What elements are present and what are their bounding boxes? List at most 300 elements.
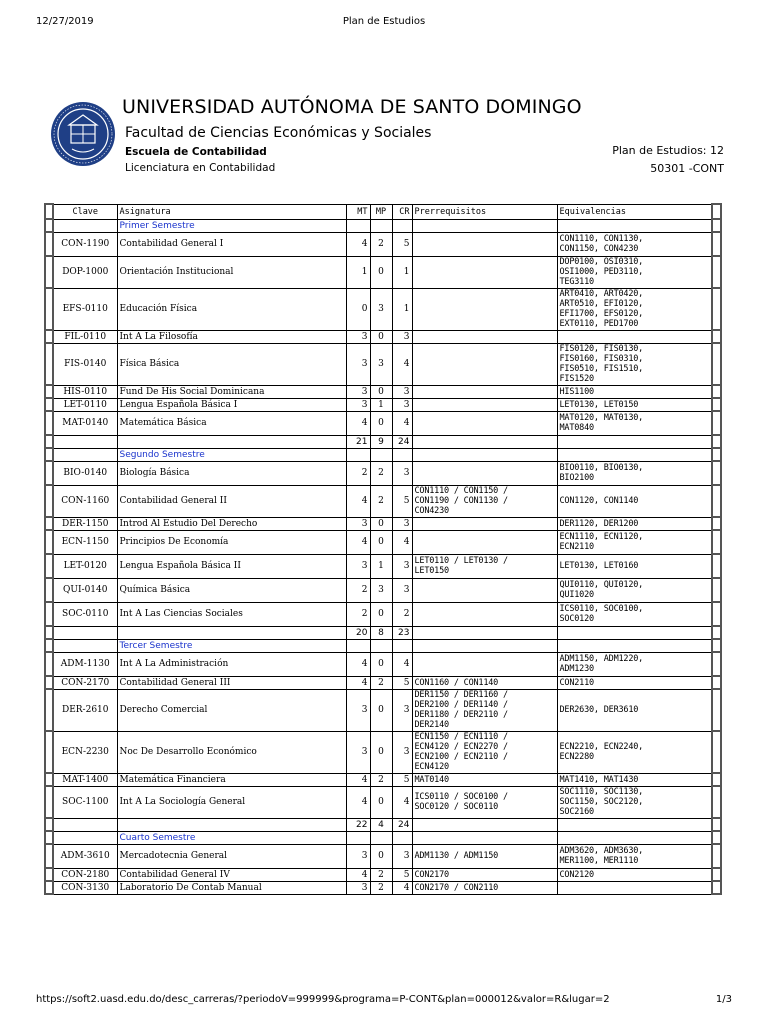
empty-cell	[557, 831, 712, 844]
row-marker	[45, 689, 53, 731]
col-header-cr: CR	[392, 204, 412, 219]
program-code: 50301 -CONT	[650, 162, 724, 175]
course-row	[45, 485, 721, 517]
course-name: Int A La Sociología General	[117, 786, 346, 818]
course-name: Fund De His Social Dominicana	[117, 385, 346, 398]
row-marker	[712, 602, 721, 626]
course-name: Lengua Española Básica I	[117, 398, 346, 411]
course-prerequisites: DER1150 / DER1160 / DER2100 / DER1140 / DER1180 / DER2110 / DER2140	[412, 689, 557, 731]
empty-cell	[53, 626, 117, 639]
course-cr: 5	[392, 868, 412, 881]
course-equivalences: HIS1100	[557, 385, 712, 398]
row-marker	[45, 435, 53, 448]
empty-cell	[53, 219, 117, 232]
course-prerequisites	[412, 461, 557, 485]
row-marker	[45, 530, 53, 554]
course-mp: 0	[370, 411, 392, 435]
total-cr: 24	[392, 435, 412, 448]
print-title: Plan de Estudios	[342, 16, 426, 27]
row-marker	[45, 398, 53, 411]
row-marker	[712, 232, 721, 256]
course-equivalences	[557, 881, 712, 894]
course-name: Derecho Comercial	[117, 689, 346, 731]
course-equivalences: ICS0110, SOC0100, SOC0120	[557, 602, 712, 626]
row-marker	[712, 868, 721, 881]
plan-label: Plan de Estudios: 12	[612, 144, 724, 157]
course-row	[45, 517, 721, 530]
empty-cell	[557, 626, 712, 639]
course-code: ADM-1130	[53, 652, 117, 676]
course-mp: 2	[370, 461, 392, 485]
course-row	[45, 232, 721, 256]
semester-totals-row	[45, 626, 721, 639]
row-marker	[45, 288, 53, 330]
course-equivalences: LET0130, LET0160	[557, 554, 712, 578]
course-equivalences: FIS0120, FIS0130, FIS0160, FIS0310, FIS0510, FIS1510, FIS1520	[557, 343, 712, 385]
col-header-asignatura: Asignatura	[117, 204, 346, 219]
row-marker	[712, 818, 721, 831]
row-marker	[45, 485, 53, 517]
course-row	[45, 602, 721, 626]
course-name: Contabilidad General IV	[117, 868, 346, 881]
course-name: Noc De Desarrollo Económico	[117, 731, 346, 773]
course-mp: 0	[370, 530, 392, 554]
course-row	[45, 868, 721, 881]
course-equivalences: ART0410, ART0420, ART0510, EFI0120, EFI1700, EFS0120, EXT0110, PED1700	[557, 288, 712, 330]
semester-row	[45, 831, 721, 844]
semester-totals-row	[45, 818, 721, 831]
row-marker	[712, 461, 721, 485]
course-prerequisites	[412, 398, 557, 411]
course-prerequisites	[412, 385, 557, 398]
row-marker	[45, 786, 53, 818]
row-marker	[45, 639, 53, 652]
course-code: ECN-2230	[53, 731, 117, 773]
course-mt: 4	[346, 786, 370, 818]
course-mt: 4	[346, 773, 370, 786]
empty-cell	[412, 639, 557, 652]
course-name: Contabilidad General III	[117, 676, 346, 689]
empty-cell	[412, 626, 557, 639]
faculty-name: Facultad de Ciencias Económicas y Sociales	[125, 125, 432, 141]
course-equivalences: CON1110, CON1130, CON1150, CON4230	[557, 232, 712, 256]
total-mp: 9	[370, 435, 392, 448]
print-date: 12/27/2019	[36, 16, 94, 27]
empty-cell	[412, 448, 557, 461]
course-mp: 2	[370, 773, 392, 786]
course-row	[45, 385, 721, 398]
total-mp: 4	[370, 818, 392, 831]
course-code: CON-2170	[53, 676, 117, 689]
total-cr: 24	[392, 818, 412, 831]
course-cr: 4	[392, 881, 412, 894]
course-row	[45, 578, 721, 602]
row-marker	[45, 554, 53, 578]
course-equivalences: MAT0120, MAT0130, MAT0840	[557, 411, 712, 435]
study-plan-table	[44, 203, 722, 895]
semester-title: Segundo Semestre	[117, 448, 346, 461]
row-marker	[712, 385, 721, 398]
empty-cell	[412, 831, 557, 844]
course-mp: 0	[370, 689, 392, 731]
course-prerequisites	[412, 652, 557, 676]
course-prerequisites	[412, 578, 557, 602]
empty-cell	[346, 448, 370, 461]
course-mt: 3	[346, 844, 370, 868]
course-prerequisites	[412, 330, 557, 343]
row-marker	[712, 219, 721, 232]
course-cr: 1	[392, 256, 412, 288]
row-marker	[45, 844, 53, 868]
empty-cell	[370, 219, 392, 232]
course-cr: 3	[392, 398, 412, 411]
course-mt: 3	[346, 385, 370, 398]
course-mp: 2	[370, 676, 392, 689]
semester-row	[45, 448, 721, 461]
course-cr: 4	[392, 652, 412, 676]
semester-title: Cuarto Semestre	[117, 831, 346, 844]
row-marker	[712, 731, 721, 773]
course-row	[45, 256, 721, 288]
row-marker	[45, 868, 53, 881]
course-mt: 0	[346, 288, 370, 330]
empty-cell	[370, 448, 392, 461]
row-marker	[712, 204, 721, 219]
empty-cell	[392, 639, 412, 652]
course-code: LET-0110	[53, 398, 117, 411]
course-prerequisites	[412, 517, 557, 530]
row-marker	[45, 626, 53, 639]
course-row	[45, 411, 721, 435]
course-cr: 5	[392, 773, 412, 786]
course-mp: 0	[370, 844, 392, 868]
course-prerequisites	[412, 288, 557, 330]
course-cr: 3	[392, 844, 412, 868]
empty-cell	[392, 448, 412, 461]
course-row	[45, 530, 721, 554]
course-name: Introd Al Estudio Del Derecho	[117, 517, 346, 530]
row-marker	[712, 578, 721, 602]
course-mp: 1	[370, 554, 392, 578]
empty-cell	[557, 435, 712, 448]
row-marker	[712, 881, 721, 894]
row-marker	[45, 881, 53, 894]
course-code: SOC-0110	[53, 602, 117, 626]
course-mp: 0	[370, 602, 392, 626]
course-prerequisites: CON2170	[412, 868, 557, 881]
row-marker	[45, 773, 53, 786]
course-cr: 1	[392, 288, 412, 330]
course-equivalences: ECN2210, ECN2240, ECN2280	[557, 731, 712, 773]
print-header	[0, 16, 768, 30]
row-marker	[45, 204, 53, 219]
course-name: Contabilidad General I	[117, 232, 346, 256]
semester-row	[45, 219, 721, 232]
empty-cell	[53, 448, 117, 461]
course-cr: 4	[392, 411, 412, 435]
course-mp: 2	[370, 868, 392, 881]
course-cr: 3	[392, 731, 412, 773]
course-equivalences: DER2630, DER3610	[557, 689, 712, 731]
course-prerequisites: CON2170 / CON2110	[412, 881, 557, 894]
course-equivalences: DER1120, DER1200	[557, 517, 712, 530]
course-cr: 3	[392, 689, 412, 731]
course-mt: 3	[346, 554, 370, 578]
course-prerequisites: CON1160 / CON1140	[412, 676, 557, 689]
empty-cell	[117, 818, 346, 831]
course-mt: 4	[346, 652, 370, 676]
course-equivalences: LET0130, LET0150	[557, 398, 712, 411]
course-cr: 3	[392, 461, 412, 485]
course-cr: 5	[392, 676, 412, 689]
empty-cell	[412, 219, 557, 232]
course-row	[45, 881, 721, 894]
empty-cell	[370, 639, 392, 652]
col-header-clave: Clave	[53, 204, 117, 219]
course-mt: 4	[346, 676, 370, 689]
course-cr: 2	[392, 602, 412, 626]
course-mt: 4	[346, 232, 370, 256]
col-header-mp: MP	[370, 204, 392, 219]
course-prerequisites: MAT0140	[412, 773, 557, 786]
course-row	[45, 844, 721, 868]
row-marker	[712, 411, 721, 435]
course-prerequisites	[412, 530, 557, 554]
course-row	[45, 689, 721, 731]
course-cr: 3	[392, 554, 412, 578]
course-name: Laboratorio De Contab Manual	[117, 881, 346, 894]
row-marker	[45, 602, 53, 626]
course-name: Orientación Institucional	[117, 256, 346, 288]
course-cr: 3	[392, 517, 412, 530]
course-equivalences	[557, 330, 712, 343]
course-code: ECN-1150	[53, 530, 117, 554]
course-cr: 4	[392, 530, 412, 554]
course-prerequisites: CON1110 / CON1150 / CON1190 / CON1130 / CON4230	[412, 485, 557, 517]
course-cr: 5	[392, 232, 412, 256]
course-prerequisites	[412, 602, 557, 626]
course-equivalences: CON2120	[557, 868, 712, 881]
col-header-prerrequisitos: Prerrequisitos	[412, 204, 557, 219]
row-marker	[712, 773, 721, 786]
row-marker	[712, 626, 721, 639]
course-equivalences: QUI0110, QUI0120, QUI1020	[557, 578, 712, 602]
row-marker	[712, 517, 721, 530]
row-marker	[712, 530, 721, 554]
course-row	[45, 652, 721, 676]
course-code: DER-1150	[53, 517, 117, 530]
total-cr: 23	[392, 626, 412, 639]
course-prerequisites	[412, 411, 557, 435]
course-equivalences: ADM3620, ADM3630, MER1100, MER1110	[557, 844, 712, 868]
course-prerequisites: ADM1130 / ADM1150	[412, 844, 557, 868]
course-mt: 4	[346, 868, 370, 881]
course-mp: 3	[370, 288, 392, 330]
course-equivalences: SOC1110, SOC1130, SOC1150, SOC2120, SOC2160	[557, 786, 712, 818]
row-marker	[712, 485, 721, 517]
course-equivalences: MAT1410, MAT1430	[557, 773, 712, 786]
row-marker	[712, 256, 721, 288]
semester-title: Primer Semestre	[117, 219, 346, 232]
course-code: MAT-1400	[53, 773, 117, 786]
course-mt: 3	[346, 881, 370, 894]
row-marker	[712, 343, 721, 385]
course-mp: 0	[370, 786, 392, 818]
semester-row	[45, 639, 721, 652]
row-marker	[45, 578, 53, 602]
row-marker	[712, 831, 721, 844]
empty-cell	[392, 219, 412, 232]
col-header-equivalencias: Equivalencias	[557, 204, 712, 219]
row-marker	[712, 435, 721, 448]
row-marker	[712, 689, 721, 731]
course-row	[45, 288, 721, 330]
course-prerequisites	[412, 343, 557, 385]
course-code: BIO-0140	[53, 461, 117, 485]
course-code: FIS-0140	[53, 343, 117, 385]
course-code: EFS-0110	[53, 288, 117, 330]
empty-cell	[370, 831, 392, 844]
course-code: CON-1190	[53, 232, 117, 256]
empty-cell	[346, 639, 370, 652]
course-mt: 3	[346, 330, 370, 343]
course-row	[45, 461, 721, 485]
course-row	[45, 786, 721, 818]
course-prerequisites: ECN1150 / ECN1110 / ECN4120 / ECN2270 / ECN2100 / ECN2110 / ECN4120	[412, 731, 557, 773]
program-name: Licenciatura en Contabilidad	[125, 162, 276, 174]
course-name: Química Básica	[117, 578, 346, 602]
course-equivalences: CON1120, CON1140	[557, 485, 712, 517]
course-mt: 2	[346, 461, 370, 485]
course-name: Matemática Básica	[117, 411, 346, 435]
course-row	[45, 773, 721, 786]
course-name: Educación Física	[117, 288, 346, 330]
table-body	[45, 204, 721, 894]
row-marker	[45, 517, 53, 530]
course-code: DOP-1000	[53, 256, 117, 288]
course-mt: 2	[346, 602, 370, 626]
empty-cell	[392, 831, 412, 844]
empty-cell	[117, 626, 346, 639]
course-name: Principios De Economía	[117, 530, 346, 554]
course-code: DER-2610	[53, 689, 117, 731]
course-name: Física Básica	[117, 343, 346, 385]
course-cr: 3	[392, 578, 412, 602]
course-mp: 0	[370, 256, 392, 288]
empty-cell	[53, 639, 117, 652]
course-equivalences: DOP0100, OSI0310, OSI1000, PED3110, TEG3110	[557, 256, 712, 288]
empty-cell	[412, 435, 557, 448]
course-row	[45, 330, 721, 343]
total-mt: 22	[346, 818, 370, 831]
empty-cell	[557, 818, 712, 831]
course-mp: 0	[370, 385, 392, 398]
course-mp: 0	[370, 330, 392, 343]
course-code: LET-0120	[53, 554, 117, 578]
total-mt: 21	[346, 435, 370, 448]
course-row	[45, 676, 721, 689]
university-name: UNIVERSIDAD AUTÓNOMA DE SANTO DOMINGO	[122, 96, 582, 118]
row-marker	[45, 676, 53, 689]
empty-cell	[346, 219, 370, 232]
course-name: Lengua Española Básica II	[117, 554, 346, 578]
row-marker	[712, 652, 721, 676]
course-row	[45, 554, 721, 578]
empty-cell	[557, 448, 712, 461]
row-marker	[712, 676, 721, 689]
empty-cell	[117, 435, 346, 448]
course-mp: 2	[370, 881, 392, 894]
course-row	[45, 343, 721, 385]
course-mt: 3	[346, 398, 370, 411]
course-mt: 1	[346, 256, 370, 288]
semester-title: Tercer Semestre	[117, 639, 346, 652]
course-mt: 3	[346, 689, 370, 731]
course-code: QUI-0140	[53, 578, 117, 602]
course-code: FIL-0110	[53, 330, 117, 343]
row-marker	[45, 219, 53, 232]
print-url: https://soft2.uasd.edu.do/desc_carreras/?periodoV=999999&programa=P-CONT&plan=000012&valor=R&lugar=2	[36, 994, 610, 1005]
course-name: Contabilidad General II	[117, 485, 346, 517]
course-row	[45, 731, 721, 773]
course-mp: 2	[370, 485, 392, 517]
row-marker	[45, 652, 53, 676]
course-prerequisites	[412, 232, 557, 256]
row-marker	[45, 411, 53, 435]
course-mt: 4	[346, 485, 370, 517]
row-marker	[712, 330, 721, 343]
course-code: HIS-0110	[53, 385, 117, 398]
school-name: Escuela de Contabilidad	[125, 146, 267, 158]
total-mp: 8	[370, 626, 392, 639]
course-mt: 3	[346, 731, 370, 773]
row-marker	[45, 448, 53, 461]
total-mt: 20	[346, 626, 370, 639]
course-prerequisites: LET0110 / LET0130 / LET0150	[412, 554, 557, 578]
row-marker	[712, 844, 721, 868]
table-header-row	[45, 204, 721, 219]
course-code: CON-1160	[53, 485, 117, 517]
course-equivalences: CON2110	[557, 676, 712, 689]
course-mt: 4	[346, 411, 370, 435]
course-name: Int A La Administración	[117, 652, 346, 676]
course-equivalences: BIO0110, BIO0130, BIO2100	[557, 461, 712, 485]
row-marker	[45, 343, 53, 385]
row-marker	[712, 786, 721, 818]
course-cr: 4	[392, 786, 412, 818]
row-marker	[712, 398, 721, 411]
course-mp: 3	[370, 343, 392, 385]
empty-cell	[412, 818, 557, 831]
empty-cell	[53, 435, 117, 448]
course-mt: 2	[346, 578, 370, 602]
course-code: ADM-3610	[53, 844, 117, 868]
course-mp: 0	[370, 517, 392, 530]
course-mt: 4	[346, 530, 370, 554]
course-mp: 3	[370, 578, 392, 602]
row-marker	[45, 385, 53, 398]
course-name: Int A Las Ciencias Sociales	[117, 602, 346, 626]
row-marker	[712, 554, 721, 578]
course-name: Biología Básica	[117, 461, 346, 485]
row-marker	[45, 831, 53, 844]
course-row	[45, 398, 721, 411]
row-marker	[712, 639, 721, 652]
course-equivalences: ECN1110, ECN1120, ECN2110	[557, 530, 712, 554]
empty-cell	[53, 818, 117, 831]
row-marker	[712, 448, 721, 461]
col-header-mt: MT	[346, 204, 370, 219]
